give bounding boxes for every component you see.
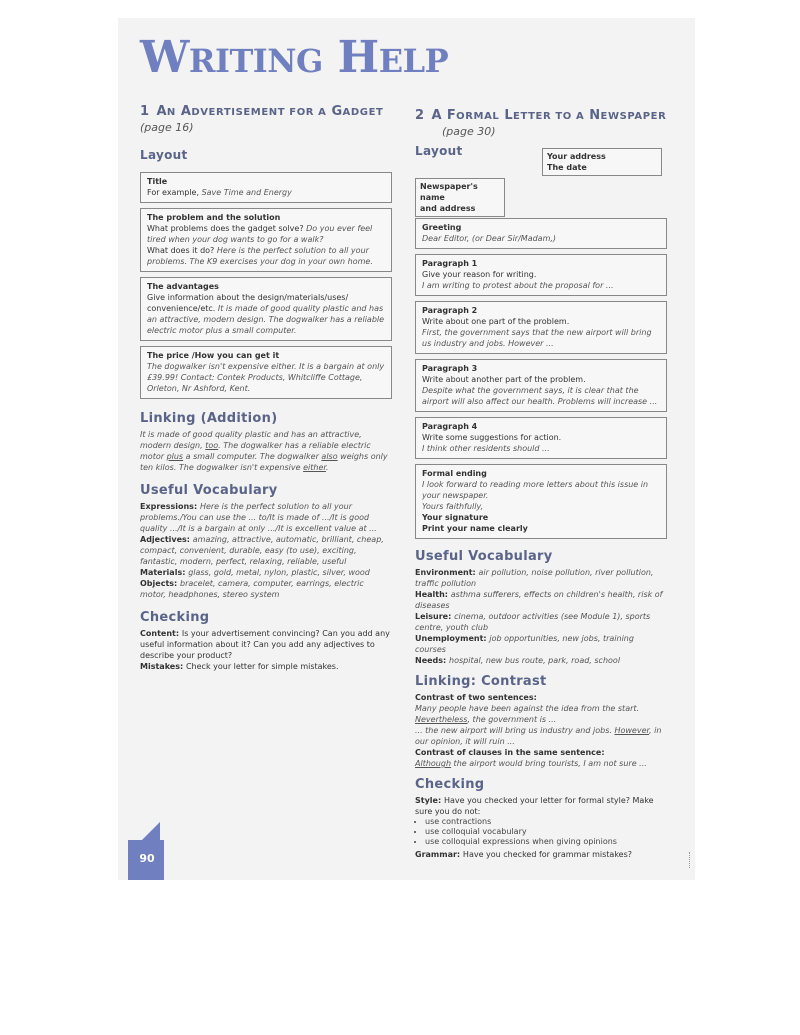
page-reference: (page 30) [442, 125, 496, 138]
box-example: Save Time and Energy [201, 188, 292, 197]
checking-text: Have you checked for grammar mistakes? [462, 850, 632, 859]
your-address-box [542, 148, 662, 176]
vocabulary-heading: Useful Vocabulary [140, 483, 278, 498]
layout-box-problem [140, 208, 392, 272]
heading-part: A [180, 104, 192, 119]
box-example: Do you ever feel tired when your dog wants to go for a walk? [147, 224, 373, 244]
left-column [140, 104, 392, 672]
title-h: H [337, 32, 379, 83]
checking-content [140, 628, 392, 661]
vocab-text: asthma sufferers, effects on children's health, risk of diseases [415, 590, 663, 610]
box-example: First, the government says that the new airport will bring us industry and jobs. However ... [422, 328, 652, 348]
list-item: • use colloquial vocabulary [425, 827, 667, 837]
checking-text: Have you checked your letter for formal style? Make sure you do not: [415, 796, 654, 816]
linking-part: . The dogwalker has a reliable electric motor [140, 441, 371, 461]
linking-heading: Linking (Addition) [140, 411, 278, 426]
greeting-box [415, 218, 667, 249]
checking-label: Grammar: [415, 850, 463, 859]
linking-word: However [614, 726, 650, 735]
linking-example: ... the new airport will bring us industry and jobs. [415, 726, 615, 735]
checking-text: Is your advertisement convincing? Can you add any useful information about it? Can you add any adjectives to describe your product? [140, 629, 390, 660]
heading-part: ETTER TO A [513, 111, 585, 122]
linking-label: Contrast of clauses in the same sentence: [415, 748, 605, 757]
box-example: Yours faithfully, [422, 502, 484, 511]
box-example: I am writing to protest about the proposal for ... [422, 281, 614, 290]
section-number: 1 [140, 104, 150, 119]
checking-label: Mistakes: [140, 662, 186, 671]
vocab-label: Adjectives: [140, 535, 193, 544]
linking-word: also [321, 452, 338, 461]
paragraph-3-box [415, 359, 667, 412]
checking-grammar [415, 849, 667, 860]
heading-part: N [589, 108, 601, 123]
vocab-text: Here is the perfect solution to all your problems./You can use the ... to/It is made of .../It is good quality .../It is a bargain at only .../It is excellent value at ... [140, 502, 377, 533]
vocab-label: Needs: [415, 656, 450, 665]
page-reference: (page 16) [140, 121, 194, 134]
linking-word: plus [166, 452, 184, 461]
linking-text [140, 429, 392, 473]
heading-part: DVERTISEMENT FOR A [191, 107, 327, 118]
vocab-text: air pollution, noise pollution, river pollution, traffic pollution [415, 568, 654, 588]
linking-example: the airport would bring tourists, I am not sure ... [451, 759, 647, 768]
checking-mistakes [140, 661, 392, 672]
linking-word: too [205, 441, 219, 450]
linking-part: a small computer. The dogwalker [183, 452, 322, 461]
vocab-label: Leisure: [415, 612, 455, 621]
address-area [415, 148, 667, 213]
vocabulary-heading: Useful Vocabulary [415, 549, 553, 564]
box-example: Despite what the government says, it is clear that the airport will also affect our health. Problems will increase ... [422, 386, 658, 406]
linking-example: Many people have been against the idea from the start. [415, 704, 640, 713]
address-line: Your address [547, 152, 606, 161]
list-item: • use contractions [425, 817, 667, 827]
vocab-needs [415, 655, 667, 666]
right-column [415, 104, 667, 860]
box-title: The problem and the solution [147, 213, 281, 222]
section-heading-formal-letter [415, 108, 667, 123]
box-title: The advantages [147, 282, 219, 291]
linking-text [415, 692, 667, 769]
linking-heading: Linking: Contrast [415, 674, 547, 689]
heading-part: F [446, 108, 457, 123]
linking-part: . [325, 463, 329, 472]
vocab-label: Unemployment: [415, 634, 490, 643]
box-text: Give your reason for writing. [422, 270, 537, 279]
vocab-label: Objects: [140, 579, 181, 588]
box-title: Paragraph 4 [422, 422, 478, 431]
signature-line: Your signature [422, 513, 489, 522]
vocab-adjectives [140, 534, 392, 567]
linking-word: Although [415, 759, 452, 768]
heading-part: A [431, 108, 442, 123]
box-title: Formal ending [422, 469, 487, 478]
box-text: For example, [147, 188, 202, 197]
box-example: I think other residents should ... [422, 444, 550, 453]
linking-word: Nevertheless [415, 715, 468, 724]
heading-part: ADGET [342, 107, 384, 118]
checking-label: Content: [140, 629, 182, 638]
box-text: Write about another part of the problem. [422, 375, 586, 384]
linking-part: It is made of good quality plastic and has an attractive, modern design, [140, 430, 362, 450]
vocab-objects [140, 578, 392, 600]
box-title: Paragraph 3 [422, 364, 478, 373]
layout-box-title [140, 172, 392, 203]
vocab-expressions [140, 501, 392, 534]
paragraph-4-box [415, 417, 667, 459]
heading-part: A [156, 104, 167, 119]
checking-bullet-list [415, 817, 667, 847]
vocab-text: job opportunities, new jobs, training courses [415, 634, 634, 654]
linking-label: Contrast of two sentences: [415, 693, 537, 702]
vocab-environment [415, 567, 667, 589]
vocab-text: bracelet, camera, computer, earrings, electric motor, headphones, stereo system [140, 579, 364, 599]
margin-marks [689, 852, 692, 868]
vocab-text: cinema, outdoor activities (see Module 1), sports centre, youth club [415, 612, 651, 632]
box-text: What does it do? [147, 246, 217, 255]
date-line: The date [547, 163, 587, 172]
linking-example: , the government is ... [467, 715, 557, 724]
layout-box-price [140, 346, 392, 399]
title-w: W [140, 32, 189, 83]
box-title: The price /How you can get it [147, 351, 280, 360]
heading-part: N [166, 107, 176, 118]
title-elp: ELP [378, 42, 449, 80]
box-example: I look forward to reading more letters about this issue in your newspaper. [422, 480, 649, 500]
checking-heading: Checking [140, 610, 210, 625]
vocab-label: Materials: [140, 568, 189, 577]
formal-ending-box [415, 464, 667, 539]
box-example: Here is the perfect solution to all your problems. The K9 exercises your dog in your own home. [147, 246, 373, 266]
box-title: Greeting [422, 223, 462, 232]
title-riting: RITING [188, 42, 323, 80]
checking-heading: Checking [415, 777, 485, 792]
section-number: 2 [415, 108, 425, 123]
vocab-label: Environment: [415, 568, 479, 577]
section-heading-advertisement [140, 104, 392, 119]
layout-heading: Layout [140, 148, 188, 162]
list-item: • use colloquial expressions when giving opinions [425, 837, 667, 847]
newspaper-address-box [415, 178, 505, 217]
linking-example: , in our opinion, it will ruin ... [415, 726, 662, 746]
box-text: What problems does the gadget solve? [147, 224, 307, 233]
checking-style [415, 795, 667, 817]
print-name-line: Print your name clearly [422, 524, 528, 533]
vocab-label: Expressions: [140, 502, 200, 511]
box-example: The dogwalker isn't expensive either. It is a bargain at only £39.99! Contact: Contek Products, Whitcliffe Cottage, Orleton, Nr Ashford, Kent. [147, 362, 385, 393]
vocab-text: glass, gold, metal, nylon, plastic, silver, wood [188, 568, 370, 577]
box-text: Give information about the design/materials/uses/ convenience/etc. [147, 293, 349, 313]
heading-part: G [331, 104, 343, 119]
page-tab-notch [140, 822, 160, 842]
vocab-unemployment [415, 633, 667, 655]
newspaper-address: and address [420, 204, 476, 213]
page-title [140, 32, 449, 83]
paragraph-1-box [415, 254, 667, 296]
box-text: Write about one part of the problem. [422, 317, 570, 326]
linking-word: either [303, 463, 326, 472]
heading-part: L [504, 108, 514, 123]
vocab-materials [140, 567, 392, 578]
box-title: Title [147, 177, 168, 186]
vocab-text: amazing, attractive, automatic, brilliant, cheap, compact, convenient, durable, easy (to use), exciting, fantastic, modern, perfect, relaxing, reliable, useful [140, 535, 384, 566]
layout-heading: Layout [415, 144, 463, 158]
checking-text: Check your letter for simple mistakes. [185, 662, 339, 671]
box-title: Paragraph 1 [422, 259, 478, 268]
vocab-health [415, 589, 667, 611]
vocab-label: Health: [415, 590, 451, 599]
heading-part: ORMAL [456, 111, 500, 122]
box-example: Dear Editor, (or Dear Sir/Madam,) [422, 234, 557, 243]
newspaper-name: Newspaper's name [420, 182, 478, 202]
box-example: It is made of good quality plastic and has an attractive, modern design. The dogwalker has a reliable electric motor plus a small computer. [147, 304, 385, 335]
layout-box-advantages [140, 277, 392, 341]
vocab-leisure [415, 611, 667, 633]
heading-part: EWSPAPER [600, 111, 667, 122]
box-text: Write some suggestions for action. [422, 433, 562, 442]
checking-label: Style: [415, 796, 444, 805]
vocab-text: hospital, new bus route, park, road, school [449, 656, 621, 665]
linking-part: weighs only ten kilos. The dogwalker isn't expensive [140, 452, 388, 472]
box-title: Paragraph 2 [422, 306, 478, 315]
paragraph-2-box [415, 301, 667, 354]
page-number: 90 [139, 852, 155, 865]
